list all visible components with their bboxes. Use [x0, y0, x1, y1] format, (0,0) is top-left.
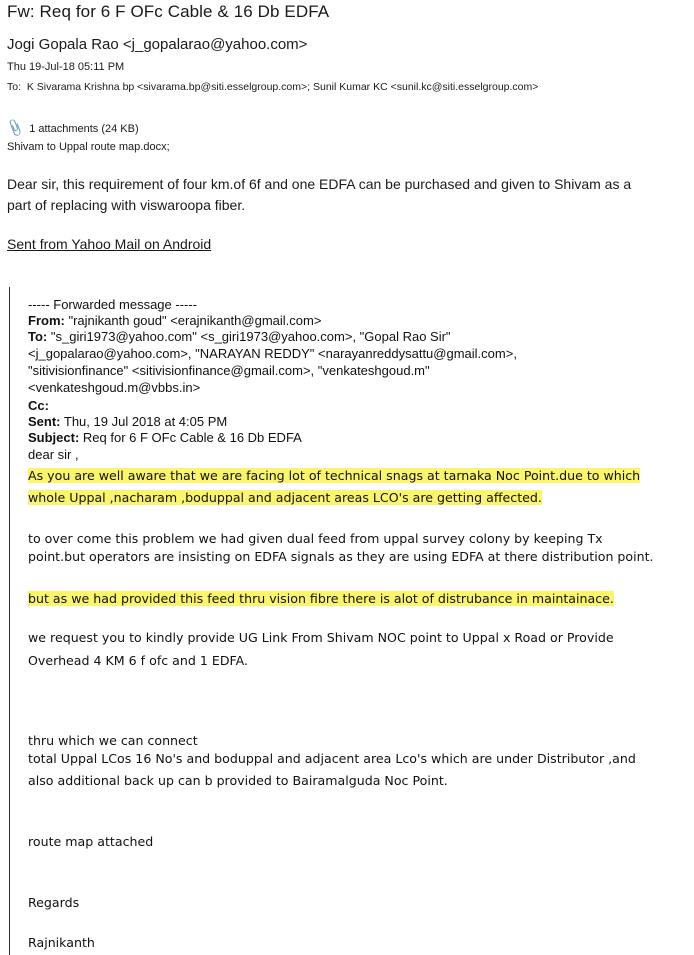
body-line: part of replacing with viswaroopa fiber.	[7, 197, 246, 213]
forwarded-from	[28, 313, 321, 328]
forwarded-cc	[28, 398, 49, 413]
email-sender[interactable]: Jogi Gopala Rao <j_gopalarao@yahoo.com>	[7, 36, 308, 53]
sent-value: Thu, 19 Jul 2018 at 4:05 PM	[63, 414, 228, 429]
paragraph-line: Overhead 4 KM 6 f ofc and 1 EDFA.	[28, 653, 249, 668]
signature: Rajnikanth	[28, 935, 95, 950]
paperclip-icon: 📎	[5, 117, 26, 138]
cc-label: Cc:	[28, 398, 49, 413]
attachments-label: 1 attachments (24 KB)	[29, 123, 139, 135]
quote-border	[9, 287, 10, 955]
paragraph-line: we request you to kindly provide UG Link From Shivam NOC point to Uppal x Road or Provide	[28, 630, 614, 645]
from-value[interactable]: "rajnikanth goud" <erajnikanth@gmail.com>	[68, 313, 322, 328]
to-line[interactable]: "s_giri1973@yahoo.com" <s_giri1973@yahoo.com>, "Gopal Rao Sir"	[50, 329, 451, 344]
email-body	[7, 174, 687, 216]
sent-label: Sent:	[28, 414, 61, 429]
highlighted-text: As you are well aware that we are facing lot of technical snags at tarnaka Noc Point.due to which	[28, 468, 641, 483]
paragraph-line: thru which we can connect	[28, 733, 198, 748]
sent-from-link[interactable]: Sent from Yahoo Mail on Android	[7, 236, 212, 252]
to-line[interactable]: <venkateshgoud.m@vbbs.in>	[28, 380, 201, 395]
subject-value: Req for 6 F OFc Cable & 16 Db EDFA	[82, 430, 302, 445]
attachments-summary[interactable]	[5, 117, 139, 138]
paragraph-line: also additional back up can b provided to Bairamalguda Noc Point.	[28, 773, 448, 788]
paragraph-line: point.but operators are insisting on EDFA signals as they are using EDFA at there distribution point.	[28, 549, 654, 564]
greeting: dear sir ,	[28, 447, 79, 462]
regards: Regards	[28, 895, 80, 910]
to-line[interactable]: <j_gopalarao@yahoo.com>, "NARAYAN REDDY" <narayanreddysattu@gmail.com>,	[28, 346, 517, 361]
email-recipients	[7, 81, 538, 93]
to-label: To:	[7, 81, 22, 93]
forwarded-subject	[28, 430, 302, 445]
paragraph-line	[28, 588, 614, 610]
to-label: To:	[28, 329, 48, 344]
to-value[interactable]: K Sivarama Krishna bp <sivarama.bp@siti.esselgroup.com>; Sunil Kumar KC <sunil.kc@siti.esselgroup.com>	[26, 81, 539, 93]
body-line: Dear sir, this requirement of four km.of 6f and one EDFA can be purchased and given to Shivam as a	[7, 176, 632, 192]
subject-label: Subject:	[28, 430, 80, 445]
highlighted-text: but as we had provided this feed thru vision fibre there is alot of distrubance in maintainace.	[28, 591, 614, 606]
email-subject: Fw: Req for 6 F OFc Cable & 16 Db EDFA	[7, 2, 330, 21]
paragraph-line: route map attached	[28, 834, 154, 849]
forwarded-to	[28, 329, 451, 344]
from-label: From:	[28, 313, 65, 328]
email-date: Thu 19-Jul-18 05:11 PM	[7, 61, 125, 73]
highlighted-text: whole Uppal ,nacharam ,boduppal and adjacent areas LCO's are getting affected.	[28, 490, 542, 505]
paragraph-line	[28, 465, 640, 487]
forwarded-separator: ----- Forwarded message -----	[28, 297, 198, 312]
paragraph-line	[28, 487, 542, 509]
paragraph-line: to over come this problem we had given dual feed from uppal survey colony by keeping Tx	[28, 531, 603, 546]
to-line[interactable]: "sitivisionfinance" <sitivisionfinance@gmail.com>, "venkateshgoud.m"	[28, 363, 430, 378]
paragraph-line: total Uppal LCos 16 No's and boduppal and adjacent area Lco's which are under Distributor ,and	[28, 751, 636, 766]
attachment-file[interactable]: Shivam to Uppal route map.docx;	[7, 141, 170, 153]
forwarded-sent	[28, 414, 227, 429]
